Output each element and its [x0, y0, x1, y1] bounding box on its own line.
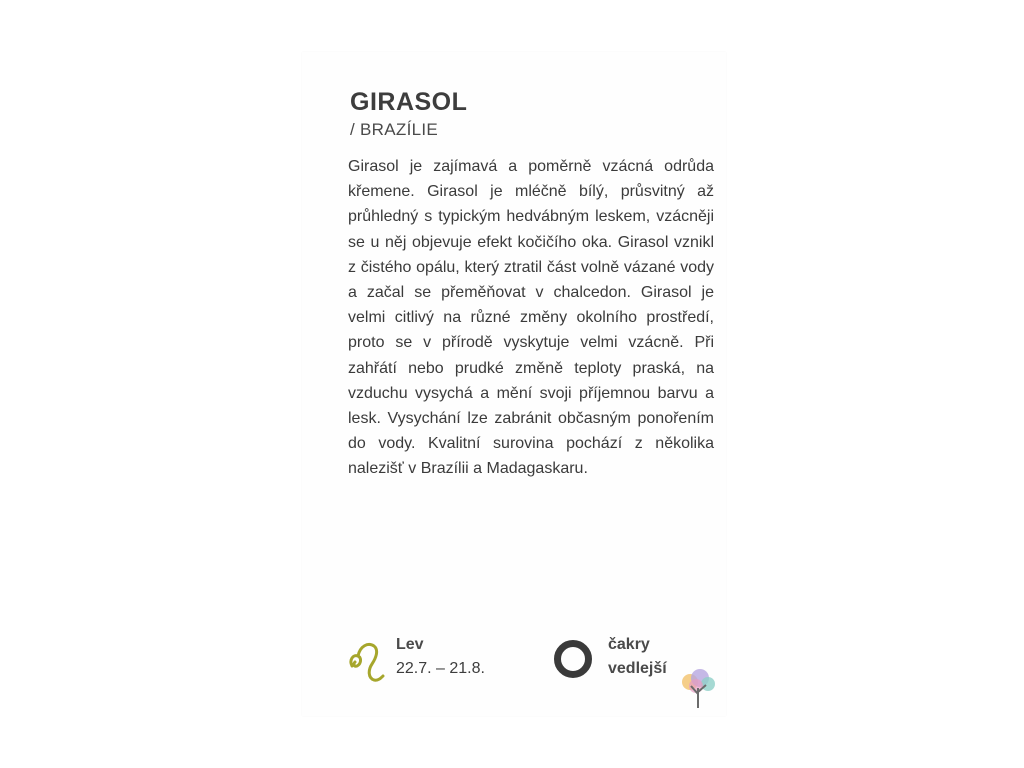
gemstone-card: [302, 52, 726, 716]
ring-icon: [554, 640, 592, 678]
gem-title: GIRASOL: [350, 88, 468, 116]
sign-name: Lev: [396, 636, 424, 653]
chakra-label-line2: vedlejší: [608, 660, 667, 677]
leo-zodiac-icon: [346, 636, 388, 684]
gem-origin: / BRAZÍLIE: [350, 120, 439, 139]
gem-description: Girasol je zajímavá a poměrně vzácná odrůda křemene. Girasol je mléčně bílý, průsvitný až průhledný s typickým hedvábným leskem, vzácněji se u něj objevuje efekt kočičího oka. Girasol vznikl z čistého opálu, který ztratil část volně vázané vody a začal se přeměňovat v chalcedon. Girasol je velmi citlivý na různé změny okolního prostředí, proto se v přírodě vyskytuje velmi vzácně. Při zahřátí nebo prudké změně teploty praská, na vzduchu vysychá a mění svoji příjemnou barvu a lesk. Vysychání lze zabránit občasným ponořením do vody. Kvalitní surovina pochází z několika nalezišť v Brazílii a Madagaskaru.: [348, 158, 714, 478]
chakra-label-line1: čakry: [608, 636, 650, 653]
sign-dates: 22.7. – 21.8.: [396, 660, 485, 677]
tree-icon: [676, 668, 720, 708]
